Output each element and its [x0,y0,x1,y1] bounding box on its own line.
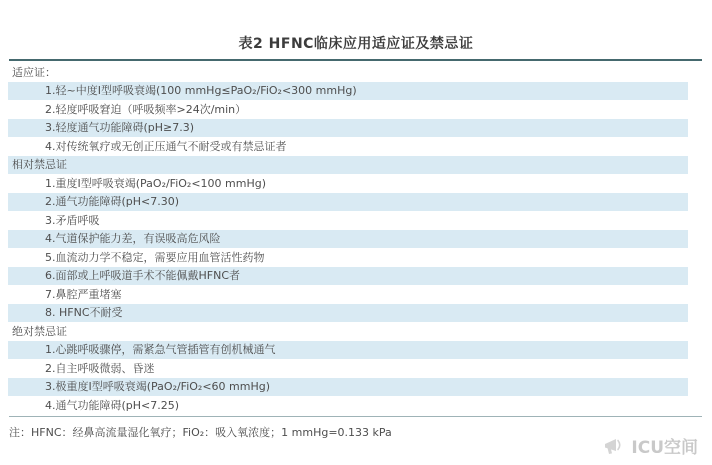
row-label: 5.血流动力学不稳定，需要应用血管活性药物 [45,250,265,264]
row-label: 2.通气功能障碍(pH<7.30) [45,195,180,209]
top-rule [9,59,702,61]
item-row [8,119,688,138]
row-label: 7.鼻腔严重堵塞 [45,287,122,301]
row-label: 3.矛盾呼吸 [45,213,100,227]
section-header-row [8,322,688,341]
row-label: 绝对禁忌证 [12,324,67,338]
section-header-row [8,156,688,175]
row-label: 8. HFNC不耐受 [45,306,123,320]
item-row [8,378,688,397]
footnote: 注：HFNC：经鼻高流量湿化氧疗；FiO₂：吸入氧浓度；1 mmHg=0.133 kPa [9,425,392,439]
row-label: 1.重度Ⅰ型呼吸衰竭(PaO₂/FiO₂<100 mmHg) [45,176,267,190]
row-label: 2.轻度呼吸窘迫（呼吸频率>24次/min） [45,102,247,116]
watermark-label: ICU空间 [631,438,698,458]
row-label: 4.对传统氧疗或无创正压通气不耐受或有禁忌证者 [45,139,287,153]
item-row [8,341,688,360]
row-label: 相对禁忌证 [12,158,67,172]
page-title: 表2 HFNC临床应用适应证及禁忌证 [238,36,474,52]
item-row [8,285,688,304]
row-label: 4.通气功能障碍(pH<7.25) [45,398,180,412]
item-row [8,304,688,323]
watermark [603,433,698,458]
row-label: 1.心跳呼吸骤停，需紧急气管插管有创机械通气 [45,343,276,357]
row-label: 2.自主呼吸微弱、昏迷 [45,361,155,375]
item-row [8,267,688,286]
row-label: 1.轻~中度Ⅰ型呼吸衰竭(100 mmHg≤PaO₂/FiO₂<300 mmHg) [45,84,357,98]
row-label: 6.面部或上呼吸道手术不能佩戴HFNC者 [45,269,241,283]
megaphone-icon [603,436,625,456]
item-row [8,359,688,378]
item-row [8,100,688,119]
item-row [8,248,688,267]
item-row [8,193,688,212]
bottom-rule [9,416,702,417]
row-label: 3.轻度通气功能障碍(pH≥7.3) [45,121,195,135]
row-label: 4.气道保护能力差，有误吸高危风险 [45,232,221,246]
item-row [8,82,688,101]
row-label: 3.极重度Ⅰ型呼吸衰竭(PaO₂/FiO₂<60 mmHg) [45,380,271,394]
row-label: 适应证： [12,65,56,79]
item-row [8,174,688,193]
table-body [0,63,712,415]
item-row [8,137,688,156]
item-row [8,211,688,230]
item-row [8,230,688,249]
item-row [8,396,688,415]
section-header-row [8,63,688,82]
